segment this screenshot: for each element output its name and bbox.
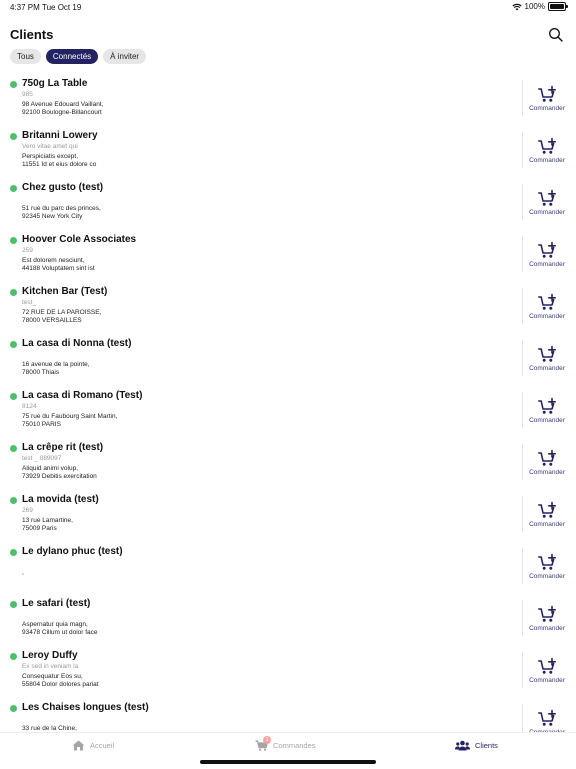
order-button-label: Commander [529, 209, 565, 216]
client-address-line1: 13 rue Lamartine, [22, 517, 73, 524]
status-bar [0, 0, 576, 16]
client-row[interactable] [0, 438, 576, 490]
online-status-dot [10, 601, 17, 608]
home-indicator [200, 760, 376, 764]
order-button[interactable] [523, 340, 571, 376]
client-name: Chez gusto (test) [22, 182, 104, 193]
add-to-cart-icon [538, 658, 557, 675]
online-status-dot [10, 133, 17, 140]
client-name: La crêpe rit (test) [22, 442, 104, 453]
battery-icon [548, 2, 566, 11]
tab-home[interactable] [72, 737, 114, 753]
client-address-line2: 92345 New York City [22, 213, 83, 220]
client-address-line2: 44188 Voluptatem sint ist [22, 265, 95, 272]
client-name: Hoover Cole Associates [22, 234, 137, 245]
order-button[interactable] [523, 548, 571, 584]
client-row[interactable] [0, 230, 576, 282]
orders-icon-wrap [255, 736, 269, 751]
order-button-label: Commander [529, 365, 565, 372]
tab-clients-label: Clients [475, 740, 498, 750]
client-code: 985 [22, 91, 33, 98]
client-address-line1: 51 rue du parc des princes, [22, 205, 101, 212]
client-address-line1: Consequatur Eos su, [22, 673, 83, 680]
client-code: 259 [22, 247, 33, 254]
status-right [512, 2, 566, 11]
client-name: Leroy Duffy [22, 650, 78, 661]
client-address-line1: Perspiciatis except, [22, 153, 78, 160]
online-status-dot [10, 81, 17, 88]
battery-percent: 100% [524, 2, 545, 11]
order-button[interactable] [523, 132, 571, 168]
tab-home-label: Accueil [90, 740, 115, 750]
client-code: test_ [22, 299, 37, 306]
client-address-line2: 78000 VERSAILLES [22, 317, 82, 324]
client-address-line2: 92100 Boulogne-Billancourt [22, 109, 102, 116]
add-to-cart-icon [538, 346, 557, 363]
online-status-dot [10, 185, 17, 192]
order-button[interactable] [523, 496, 571, 532]
client-row[interactable] [0, 646, 576, 698]
online-status-dot [10, 393, 17, 400]
client-name: 750g La Table [22, 78, 88, 89]
online-status-dot [10, 445, 17, 452]
online-status-dot [10, 549, 17, 556]
order-button[interactable] [523, 236, 571, 272]
order-button[interactable] [523, 392, 571, 428]
client-row[interactable] [0, 178, 576, 230]
order-button-label: Commander [529, 157, 565, 164]
client-row[interactable] [0, 594, 576, 646]
client-address-line1: Est dolorem nesciunt, [22, 257, 85, 264]
client-address-line2: 75009 Paris [22, 525, 57, 532]
client-name: La casa di Nonna (test) [22, 338, 132, 349]
client-code: 8124 [22, 403, 37, 410]
client-row[interactable] [0, 542, 576, 594]
client-address-line2: 78000 Thiais [22, 369, 60, 376]
add-to-cart-icon [538, 242, 557, 259]
order-button[interactable] [523, 444, 571, 480]
wifi-icon [512, 3, 522, 11]
tab-orders[interactable] [255, 737, 316, 753]
add-to-cart-icon [538, 606, 557, 623]
client-code: test _ 089097 [22, 455, 62, 462]
client-name: Le dylano phuc (test) [22, 546, 123, 557]
online-status-dot [10, 705, 17, 712]
client-code: Vero vitae amet qui [22, 143, 78, 150]
add-to-cart-icon [538, 138, 557, 155]
filter-chips [10, 49, 146, 64]
users-icon [455, 740, 470, 751]
client-address-line1: Aliquid animi volup, [22, 465, 79, 472]
client-address-line2: 75010 PARIS [22, 421, 61, 428]
status-time: 4:37 PM [10, 3, 40, 12]
client-code: Ex sed in veniam la [22, 663, 79, 670]
order-button-label: Commander [529, 625, 565, 632]
client-name: Britanni Lowery [22, 130, 98, 141]
client-code: 269 [22, 507, 33, 514]
order-button-label: Commander [529, 573, 565, 580]
client-name: La movida (test) [22, 494, 99, 505]
add-to-cart-icon [538, 86, 557, 103]
online-status-dot [10, 289, 17, 296]
client-row[interactable] [0, 386, 576, 438]
order-button-label: Commander [529, 521, 565, 528]
client-address-line2: 93478 Cillum ut dolor face [22, 629, 98, 636]
client-address-line1: 16 avenue de la pointe, [22, 361, 90, 368]
client-name: La casa di Romano (Test) [22, 390, 143, 401]
filter-chip-to-invite[interactable]: À inviter [103, 49, 146, 64]
orders-badge: 1 [263, 736, 271, 744]
client-address-line1: , [22, 569, 24, 576]
client-address-line1: 75 rue du Faubourg Saint Martin, [22, 413, 118, 420]
client-row[interactable] [0, 74, 576, 126]
client-list[interactable] [0, 74, 576, 732]
add-to-cart-icon [538, 398, 557, 415]
search-icon [548, 27, 564, 43]
order-button[interactable] [523, 80, 571, 116]
online-status-dot [10, 341, 17, 348]
order-button-label: Commander [529, 261, 565, 268]
client-row[interactable] [0, 334, 576, 386]
client-address-line2: 73929 Debitis exercitation [22, 473, 97, 480]
add-to-cart-icon [538, 554, 557, 571]
online-status-dot [10, 237, 17, 244]
client-name: Les Chaises longues (test) [22, 702, 149, 713]
filter-chip-connected[interactable]: Connectés [46, 49, 98, 64]
client-row[interactable] [0, 282, 576, 334]
home-icon [72, 740, 85, 751]
add-to-cart-icon [538, 190, 557, 207]
order-button-label: Commander [529, 105, 565, 112]
online-status-dot [10, 653, 17, 660]
order-button[interactable] [523, 184, 571, 220]
client-row[interactable] [0, 126, 576, 178]
online-status-dot [10, 497, 17, 504]
filter-chip-all[interactable]: Tous [10, 49, 41, 64]
order-button-label: Commander [529, 469, 565, 476]
client-address-line2: 11551 Id et eius dolore co [22, 161, 97, 168]
client-row[interactable] [0, 490, 576, 542]
tab-clients[interactable] [455, 737, 498, 753]
order-button[interactable] [523, 652, 571, 688]
order-button-label: Commander [529, 313, 565, 320]
client-address-line1: 98 Avenue Edouard Vaillant, [22, 101, 104, 108]
order-button-label: Commander [529, 417, 565, 424]
status-date: Tue Oct 19 [42, 3, 82, 12]
add-to-cart-icon [538, 710, 557, 727]
add-to-cart-icon [538, 294, 557, 311]
client-name: Le safari (test) [22, 598, 91, 609]
client-name: Kitchen Bar (Test) [22, 286, 108, 297]
search-button[interactable] [548, 27, 564, 43]
add-to-cart-icon [538, 502, 557, 519]
client-address-line2: 55804 Dolor dolores pariat [22, 681, 99, 688]
tab-orders-label: Commandes [273, 740, 316, 750]
client-address-line1: Aspernatur quia magn, [22, 621, 88, 628]
client-address-line1: 33 rue de la Chine, [22, 725, 77, 732]
order-button-label: Commander [529, 677, 565, 684]
client-address-line1: 72 RUE DE LA PAROISSE, [22, 309, 102, 316]
order-button[interactable] [523, 288, 571, 324]
order-button[interactable] [523, 600, 571, 636]
add-to-cart-icon [538, 450, 557, 467]
page-title: Clients [10, 27, 54, 42]
